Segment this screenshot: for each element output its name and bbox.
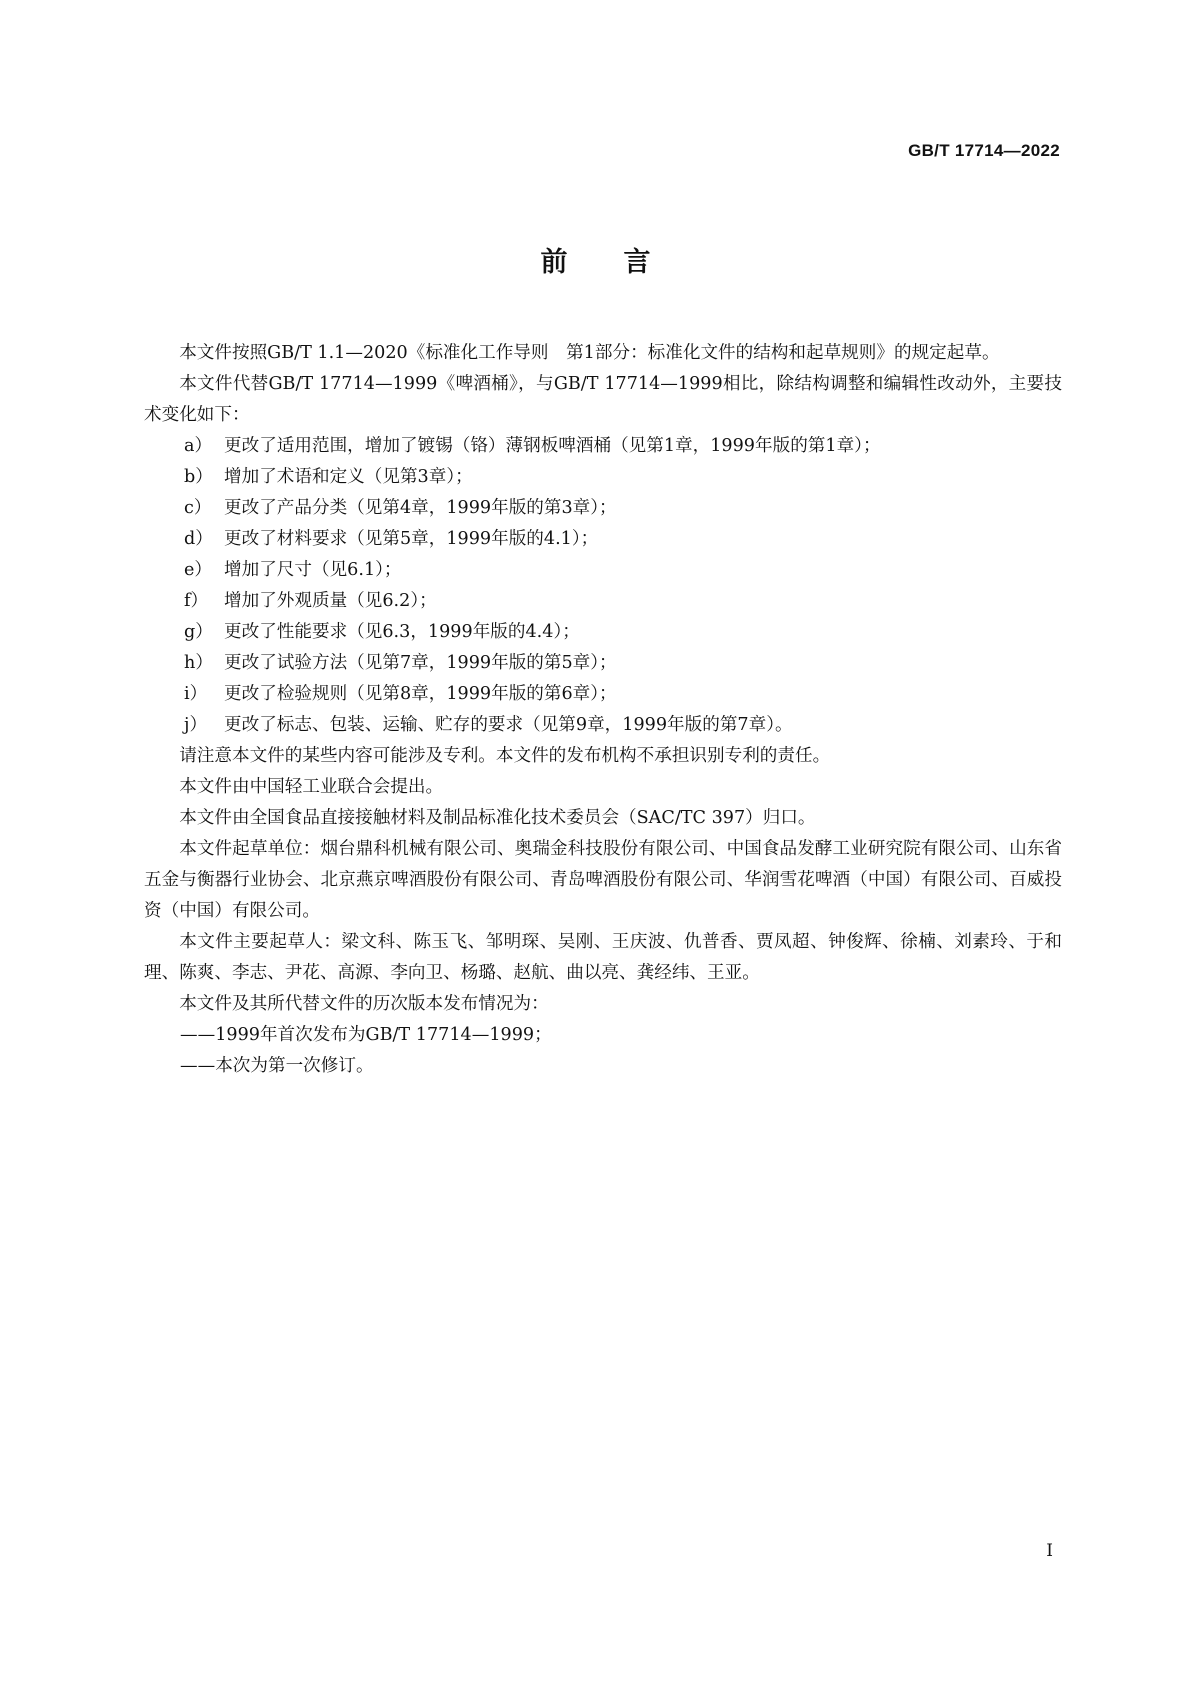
list-item <box>144 462 1062 493</box>
list-item <box>144 431 1062 462</box>
list-item-text: 增加了尺寸（见6.1）； <box>224 560 402 580</box>
list-item-text: 更改了材料要求（见第5章，1999年版的4.1）； <box>224 529 599 549</box>
list-item <box>144 555 1062 586</box>
list-item-text: 更改了产品分类（见第4章，1999年版的第3章）； <box>224 498 617 518</box>
history-item: ——本次为第一次修订。 <box>180 1056 374 1076</box>
paragraph-drafters: 本文件主要起草人：梁文科、陈玉飞、邹明琛、吴刚、王庆波、仇普香、贾凤超、钟俊辉、徐楠、刘素玲、于和理、陈爽、李志、尹花、高源、李向卫、杨璐、赵航、曲以亮、龚经纬、王亚。 <box>144 932 1062 983</box>
paragraph-drafting-units: 本文件起草单位：烟台鼎科机械有限公司、奥瑞金科技股份有限公司、中国食品发酵工业研究院有限公司、山东省五金与衡器行业协会、北京燕京啤酒股份有限公司、青岛啤酒股份有限公司、华润雪花啤酒（中国）有限公司、百威投资（中国）有限公司。 <box>144 839 1062 921</box>
history-item: ——1999年首次发布为GB/T 17714—1999； <box>180 1025 552 1045</box>
page-number: I <box>1046 1541 1053 1561</box>
paragraph-patent-notice: 请注意本文件的某些内容可能涉及专利。本文件的发布机构不承担识别专利的责任。 <box>179 746 831 766</box>
list-item <box>144 617 1062 648</box>
paragraph-drafting-rules: 本文件按照GB/T 1.1—2020《标准化工作导则 第1部分：标准化文件的结构和起草规则》的规定起草。 <box>179 343 1000 363</box>
list-item-text: 更改了检验规则（见第8章，1999年版的第6章）； <box>224 684 617 704</box>
list-item-text: 更改了性能要求（见6.3，1999年版的4.4）； <box>224 622 580 642</box>
page-title: 前言 <box>540 247 707 278</box>
list-item-marker: h） <box>184 653 213 673</box>
paragraph-proposer: 本文件由中国轻工业联合会提出。 <box>179 777 444 797</box>
list-item-text: 更改了标志、包装、运输、贮存的要求（见第9章，1999年版的第7章）。 <box>224 715 793 735</box>
list-item-marker: f） <box>184 591 209 611</box>
list-item <box>144 586 1062 617</box>
paragraph-replacement: 本文件代替GB/T 17714—1999《啤酒桶》，与GB/T 17714—1999相比，除结构调整和编辑性改动外，主要技术变化如下： <box>144 374 1062 425</box>
list-item-marker: a） <box>184 436 213 456</box>
list-item-text: 增加了术语和定义（见第3章）； <box>224 467 473 487</box>
standard-code: GB/T 17714—2022 <box>908 141 1060 160</box>
list-item-text: 更改了适用范围，增加了镀锡（铬）薄钢板啤酒桶（见第1章，1999年版的第1章）； <box>224 436 881 456</box>
changes-list <box>144 431 1062 741</box>
list-item-marker: j） <box>184 715 208 735</box>
list-item-text: 增加了外观质量（见6.2）； <box>224 591 437 611</box>
list-item-marker: d） <box>184 529 213 549</box>
list-item <box>144 710 1062 741</box>
list-item <box>144 679 1062 710</box>
history-list <box>144 1020 1062 1082</box>
foreword-body <box>144 338 1062 1082</box>
list-item <box>144 493 1062 524</box>
list-item <box>144 524 1062 555</box>
list-item <box>144 648 1062 679</box>
paragraph-history-intro: 本文件及其所代替文件的历次版本发布情况为： <box>179 994 549 1014</box>
list-item-marker: i） <box>184 684 208 704</box>
paragraph-committee: 本文件由全国食品直接接触材料及制品标准化技术委员会（SAC/TC 397）归口。 <box>179 808 816 828</box>
list-item-marker: g） <box>184 622 213 642</box>
list-item-text: 更改了试验方法（见第7章，1999年版的第5章）； <box>224 653 617 673</box>
list-item-marker: e） <box>184 560 213 580</box>
list-item-marker: b） <box>184 467 213 487</box>
list-item-marker: c） <box>184 498 212 518</box>
